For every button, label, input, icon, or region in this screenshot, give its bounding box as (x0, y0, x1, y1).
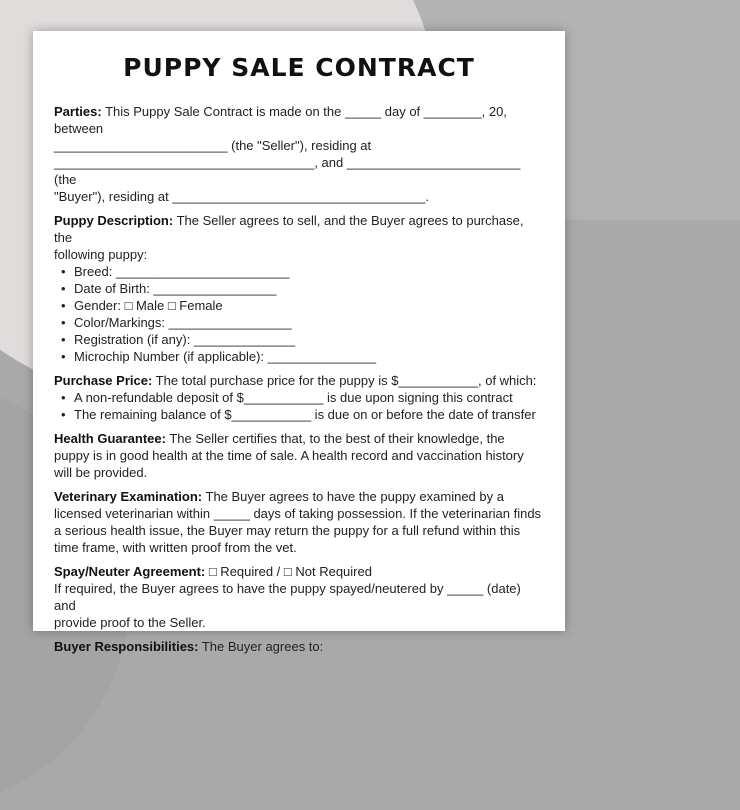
spay-neuter-heading: Spay/Neuter Agreement: (54, 564, 206, 579)
spay-neuter-options: □ Required / □ Not Required (205, 564, 372, 579)
puppy-description-line-2: following puppy: (54, 247, 148, 262)
contract-body (54, 103, 544, 662)
spay-neuter-line-3: provide proof to the Seller. (54, 615, 206, 630)
section-health-guarantee (54, 430, 544, 481)
document-title: PUPPY SALE CONTRACT (123, 53, 475, 82)
health-guarantee-line-3: will be provided. (54, 465, 148, 480)
purchase-price-line-1 (54, 372, 544, 389)
parties-heading: Parties: (54, 104, 102, 119)
spay-neuter-line-2: If required, the Buyer agrees to have the puppy spayed/neutered by _____ (date) and (54, 581, 521, 613)
list-item-microchip: • Microchip Number (if applicable): _______________ (54, 348, 544, 365)
parties-line-1 (54, 103, 544, 137)
contract-page (33, 31, 565, 654)
list-item-color-markings: • Color/Markings: _________________ (54, 314, 544, 331)
health-guarantee-line-2: puppy is in good health at the time of sale. A health record and vaccination history (54, 448, 524, 463)
list-item-registration: • Registration (if any): ______________ (54, 331, 544, 348)
section-buyer-responsibilities (54, 638, 544, 655)
section-parties (54, 103, 544, 205)
parties-text: This Puppy Sale Contract is made on the _____ day of ________, 20, between (54, 104, 507, 136)
puppy-description-heading: Puppy Description: (54, 213, 174, 228)
parties-line-3: ____________________________________, and ________________________ (the (54, 155, 521, 187)
health-guarantee-heading: Health Guarantee: (54, 431, 166, 446)
payment-terms-list (54, 389, 544, 423)
veterinary-line-3: a serious health issue, the Buyer may return the puppy for a full refund within this (54, 523, 521, 538)
buyer-responsibilities-heading: Buyer Responsibilities: (54, 639, 199, 654)
veterinary-heading: Veterinary Examination: (54, 489, 203, 504)
buyer-responsibilities-line-1 (54, 638, 544, 655)
veterinary-text: The Buyer agrees to have the puppy examined by a (202, 489, 504, 504)
list-item-date-of-birth: • Date of Birth: _________________ (54, 280, 544, 297)
health-guarantee-text: The Seller certifies that, to the best of their knowledge, the (165, 431, 505, 446)
veterinary-line-4: time frame, with written proof from the vet. (54, 540, 297, 555)
section-purchase-price (54, 372, 544, 423)
veterinary-line-1 (54, 488, 544, 505)
list-item-gender: • Gender: □ Male □ Female (54, 297, 544, 314)
list-item-breed: • Breed: ________________________ (54, 263, 544, 280)
buyer-responsibilities-text: The Buyer agrees to: (198, 639, 324, 654)
health-guarantee-line-1 (54, 430, 544, 447)
puppy-description-text: The Seller agrees to sell, and the Buyer agrees to purchase, the (54, 213, 524, 245)
puppy-description-line-1 (54, 212, 544, 246)
spay-neuter-line-1 (54, 563, 544, 580)
section-puppy-description (54, 212, 544, 365)
puppy-details-list (54, 263, 544, 365)
purchase-price-heading: Purchase Price: (54, 373, 153, 388)
list-item-deposit: • A non-refundable deposit of $___________ is due upon signing this contract (54, 389, 544, 406)
parties-line-2: ________________________ (the "Seller"), residing at (54, 138, 372, 153)
purchase-price-text: The total purchase price for the puppy is $___________, of which: (152, 373, 537, 388)
section-veterinary-examination (54, 488, 544, 556)
list-item-balance: • The remaining balance of $___________ is due on or before the date of transfer (54, 406, 544, 423)
section-spay-neuter (54, 563, 544, 631)
parties-line-4: "Buyer"), residing at ___________________________________. (54, 189, 429, 204)
veterinary-line-2: licensed veterinarian within _____ days of taking possession. If the veterinarian finds (54, 506, 542, 521)
